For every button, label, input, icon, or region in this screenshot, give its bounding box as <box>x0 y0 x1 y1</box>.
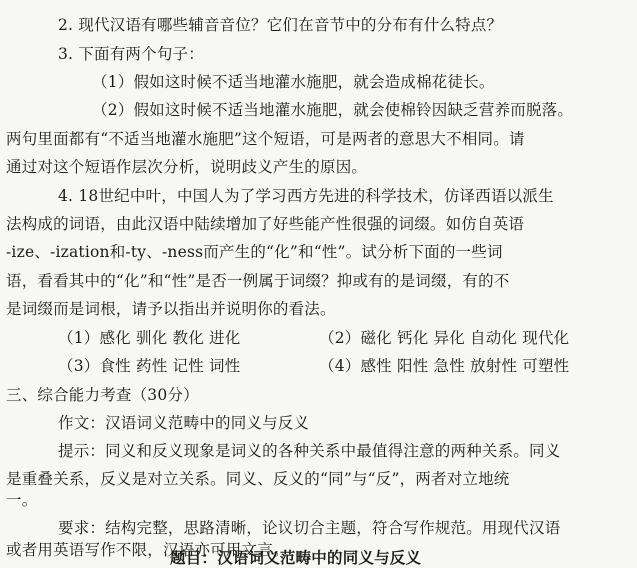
hint-line-3: 一。 <box>6 491 38 509</box>
question-4-line-2: 法构成的词语，由此汉语中陆续增加了好些能产性很强的词缀。如仿自英语 <box>6 215 525 233</box>
question-3: 3. 下面有两个句子： <box>58 45 204 63</box>
word-group-3: （3）食性 药性 记性 词性 <box>58 357 241 375</box>
word-group-2: （2）磁化 钙化 异化 自动化 现代化 <box>319 329 570 347</box>
topic-title: 题目：汉语词义范畴中的同义与反义 <box>170 548 422 567</box>
requirement-line-1: 要求：结构完整，思路清晰，论议切合主题，符合写作规范。用现代汉语 <box>58 519 561 537</box>
question-4-line-5: 是词缀而是词根，请予以指出并说明你的看法。 <box>6 300 336 318</box>
question-2: 2. 现代汉语有哪些辅音音位？它们在音节中的分布有什么特点？ <box>58 16 503 34</box>
word-group-4: （4）感性 阳性 急性 放射性 可塑性 <box>319 357 570 375</box>
question-3-prompt-line-1: 两句里面都有“不适当地灌水施肥”这个短语，可是两者的意思大不相同。请 <box>6 130 525 148</box>
question-3-prompt-line-2: 通过对这个短语作层次分析，说明歧义产生的原因。 <box>6 158 368 176</box>
requirement-line-2: 或者用英语写作不限，汉语亦可用文言。 <box>6 541 289 559</box>
sentence-2: （2）假如这时候不适当地灌水施肥，就会使棉铃因缺乏营养而脱落。 <box>92 101 574 119</box>
question-4-line-3: -ize、-ization和-ty、-ness而产生的“化”和“性”。试分析下面的一些词 <box>6 243 503 261</box>
hint-line-1: 提示：同义和反义现象是词义的各种关系中最值得注意的两种关系。同义 <box>58 442 561 460</box>
composition-title: 作文：汉语词义范畴中的同义与反义 <box>58 414 310 432</box>
sentence-1: （1）假如这时候不适当地灌水施肥，就会造成棉花徒长。 <box>92 73 495 91</box>
question-4-line-4: 语，看看其中的“化”和“性”是否一例属于词缀？抑或有的是词缀，有的不 <box>6 272 510 290</box>
hint-line-2: 是重叠关系，反义是对立关系。同义、反义的“同”与“反”，两者对立地统 <box>6 470 510 488</box>
section-3-heading: 三、综合能力考查（30分） <box>6 386 199 404</box>
word-group-1: （1）感化 驯化 教化 进化 <box>58 329 241 347</box>
question-4-line-1: 4. 18世纪中叶，中国人为了学习西方先进的科学技术，仿译西语以派生 <box>58 187 554 205</box>
